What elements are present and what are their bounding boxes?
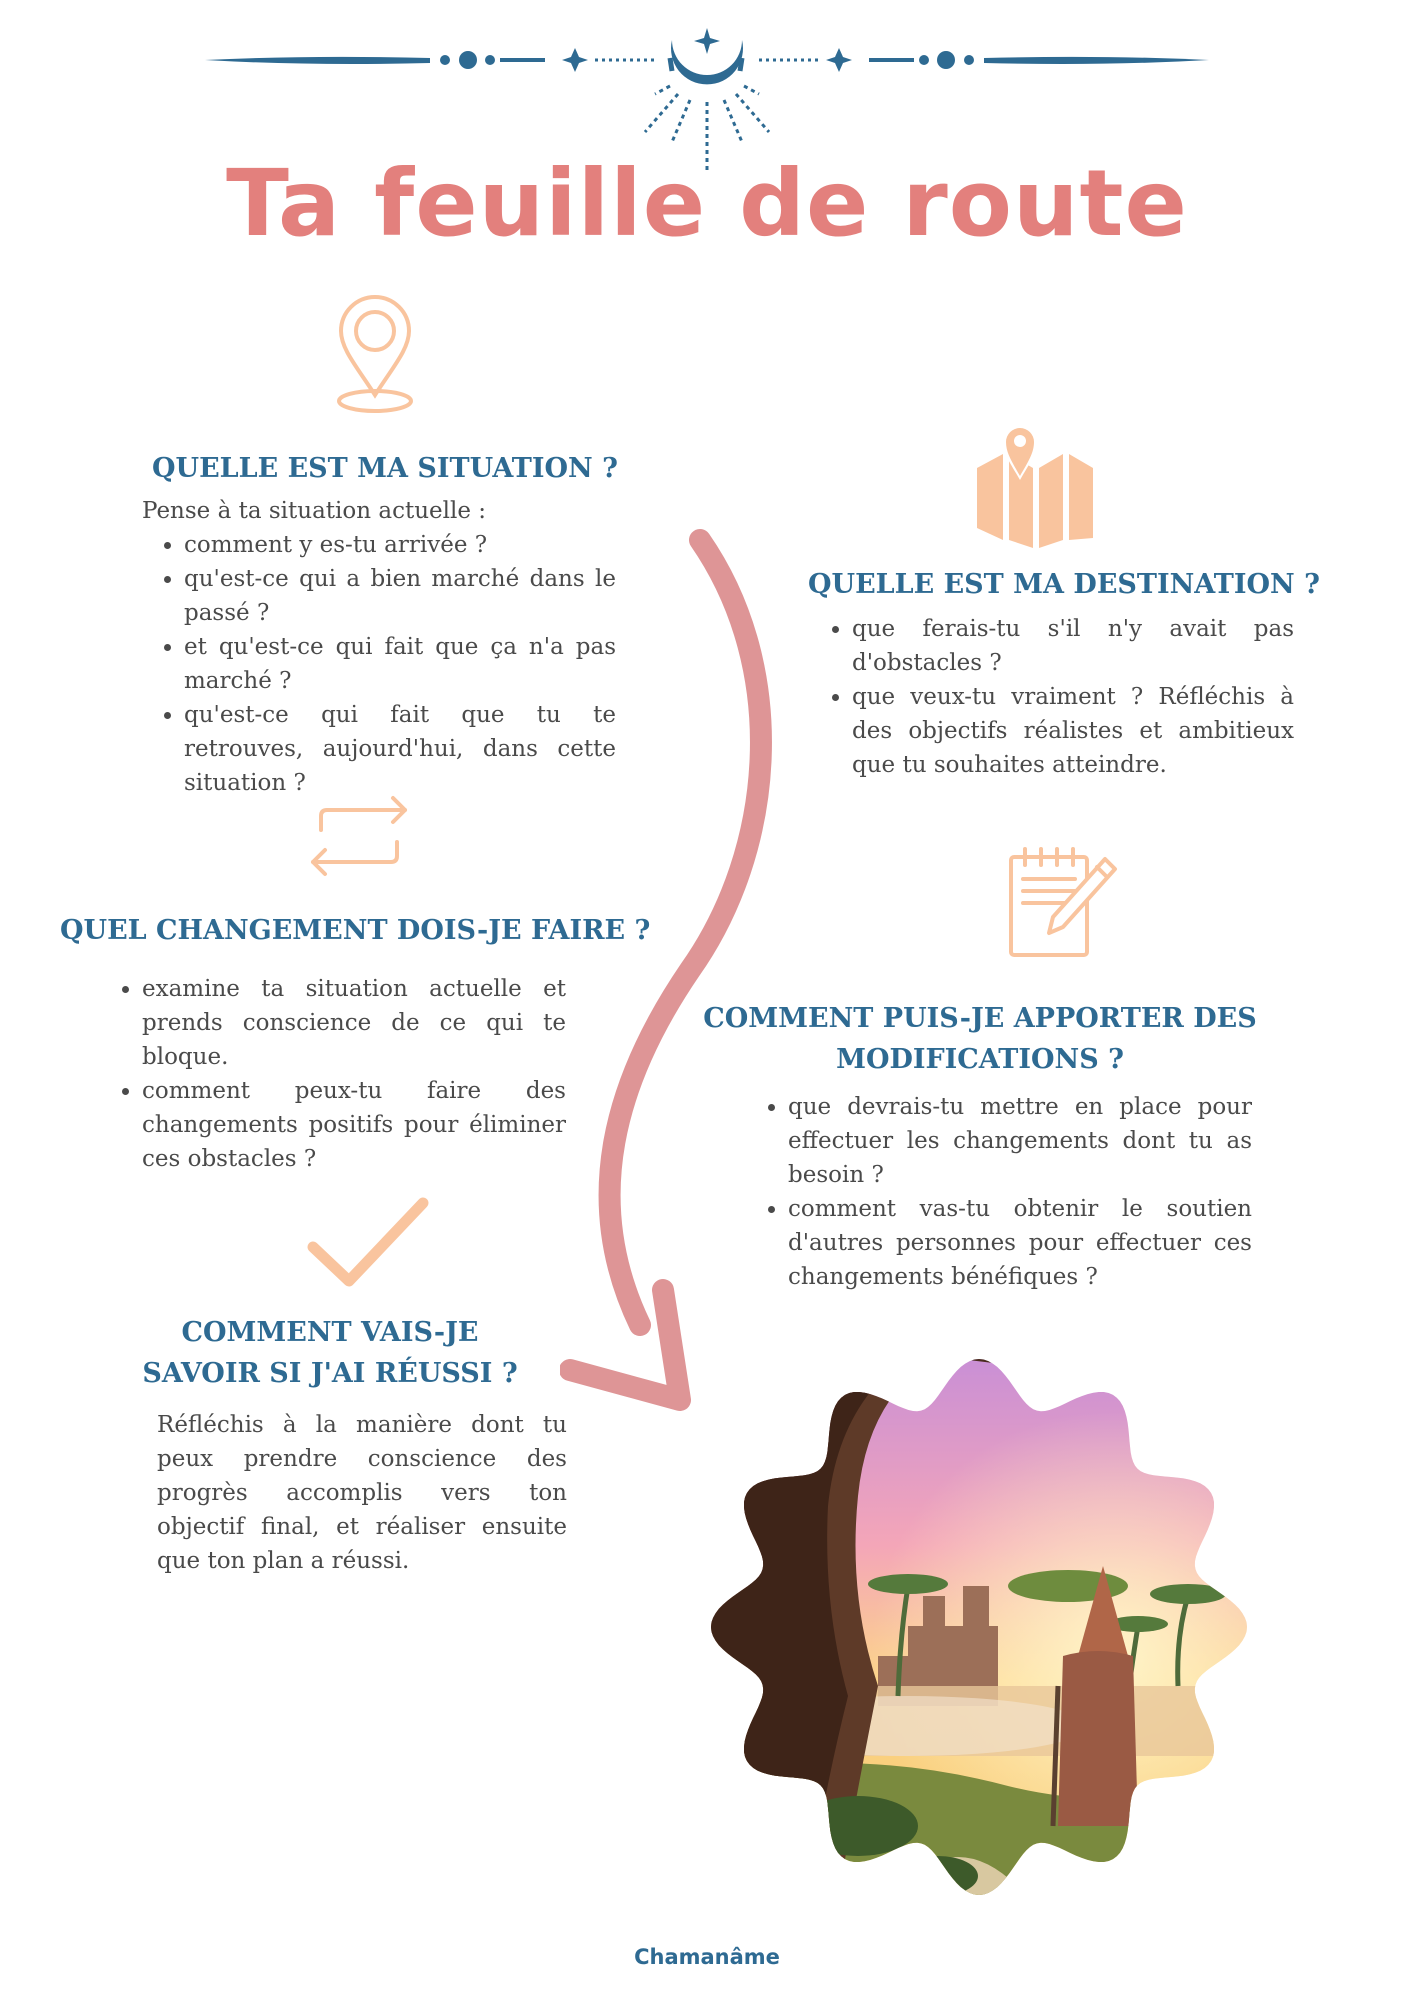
list-item: • examine ta situation actuelle et prends conscience de ce qui te bloque. <box>142 972 566 1074</box>
list-item: • comment vas-tu obtenir le soutien d'autres personnes pour effectuer ces changements bénéfiques ? <box>788 1192 1252 1294</box>
success-heading-line1: COMMENT VAIS-JE <box>181 1317 479 1348</box>
list-item: • que ferais-tu s'il n'y avait pas d'obstacles ? <box>852 612 1294 680</box>
list-item: • comment peux-tu faire des changements positifs pour éliminer ces obstacles ? <box>142 1074 566 1176</box>
success-heading-line2: SAVOIR SI J'AI RÉUSSI ? <box>142 1358 518 1389</box>
modifications-heading-line2: MODIFICATIONS ? <box>836 1044 1124 1075</box>
modifications-list <box>746 1090 1252 1294</box>
change-heading: QUEL CHANGEMENT DOIS-JE FAIRE ? <box>60 915 651 946</box>
success-paragraph: Réfléchis à la manière dont tu peux prendre conscience des progrès accomplis vers ton objectif final, et réaliser ensuite que ton plan a réussi. <box>157 1412 567 1574</box>
situation-heading: QUELLE EST MA SITUATION ? <box>152 453 618 484</box>
list-item: • que devrais-tu mettre en place pour effectuer les changements dont tu as besoin ? <box>788 1090 1252 1192</box>
list-item: • qu'est-ce qui a bien marché dans le passé ? <box>184 562 616 630</box>
change-list <box>100 972 566 1176</box>
success-heading <box>110 1312 550 1394</box>
destination-list <box>810 612 1294 782</box>
checkmark-icon <box>305 1195 430 1290</box>
list-item: • qu'est-ce qui fait que tu te retrouves, aujourd'hui, dans cette situation ? <box>184 698 616 800</box>
list-item: • et qu'est-ce qui fait que ça n'a pas marché ? <box>184 630 616 698</box>
destination-heading: QUELLE EST MA DESTINATION ? <box>808 569 1320 600</box>
list-item: • que veux-tu vraiment ? Réfléchis à des objectifs réalistes et ambitieux que tu souhaites atteindre. <box>852 680 1294 782</box>
footer-brand: Chamanâme <box>634 1945 780 1969</box>
swap-arrows-icon <box>305 790 415 900</box>
map-pin-icon <box>335 295 415 415</box>
list-item: • comment y es-tu arrivée ? <box>184 528 616 562</box>
page-title: Ta feuille de route <box>226 150 1188 257</box>
notepad-pencil-icon <box>1005 845 1120 960</box>
modifications-heading-line1: COMMENT PUIS-JE APPORTER DES <box>703 1003 1257 1034</box>
map-icon <box>975 418 1095 548</box>
situation-list <box>142 528 616 800</box>
modifications-heading <box>690 998 1270 1080</box>
cave-landscape-illustration <box>708 1356 1250 1898</box>
situation-intro: Pense à ta situation actuelle : <box>142 498 487 524</box>
